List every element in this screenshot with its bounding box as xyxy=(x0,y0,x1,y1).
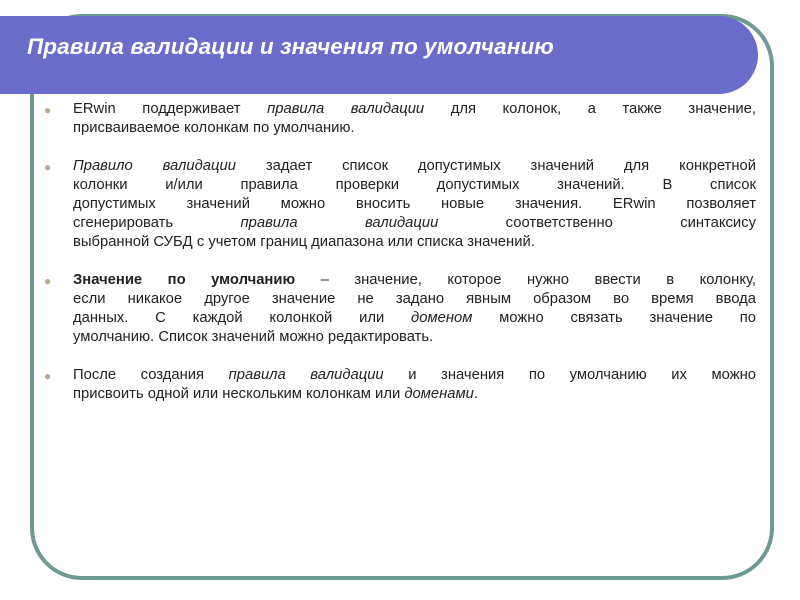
bullet-list xyxy=(44,100,756,404)
bullet-dot-icon: ● xyxy=(44,274,52,288)
text-run: если никакое другое значение не задано явным образом во время ввода xyxy=(73,291,756,307)
bullet-line xyxy=(73,157,756,176)
text-run: сгенерировать xyxy=(73,215,241,231)
bullet-line xyxy=(73,100,756,119)
bullet-line xyxy=(73,271,756,290)
bold-term: Значение по умолчанию xyxy=(73,272,296,288)
bullet-dot-icon: ● xyxy=(44,369,52,383)
text-run: для колонок, а также значение, xyxy=(424,101,756,117)
text-run: соответственно синтаксису xyxy=(438,215,756,231)
text-run: умолчанию. Список значений можно редактировать. xyxy=(73,329,434,345)
italic-term: правила валидации xyxy=(240,215,439,231)
bullet-item xyxy=(44,366,756,404)
bullet-line xyxy=(73,290,756,309)
bullet-line xyxy=(73,385,756,404)
italic-term: правила валидации xyxy=(228,367,384,383)
bullet-line xyxy=(73,328,756,347)
text-run: можно связать значение по xyxy=(472,310,756,326)
text-run: После создания xyxy=(73,367,229,383)
bullet-item xyxy=(44,157,756,252)
bullet-line xyxy=(73,233,756,252)
bullet-line xyxy=(73,119,756,138)
text-run: выбранной СУБД с учетом границ диапазона или списка значений. xyxy=(73,234,535,250)
text-run: и значения по умолчанию их можно xyxy=(383,367,756,383)
slide-title: Правила валидации и значения по умолчанию xyxy=(27,34,554,59)
text-run: задает список допустимых значений для конкретной xyxy=(235,158,756,174)
text-run: данных. С каждой колонкой или xyxy=(73,310,412,326)
text-run: – значение, которое нужно ввести в колонку, xyxy=(295,272,756,288)
italic-term: Правило валидации xyxy=(73,158,236,174)
bullet-dot-icon: ● xyxy=(44,160,52,174)
bullet-line xyxy=(73,366,756,385)
bullet-line xyxy=(73,309,756,328)
italic-term: доменами xyxy=(404,386,474,402)
text-run: присвоить одной или нескольким колонкам или xyxy=(73,386,405,402)
bullet-dot-icon: ● xyxy=(44,103,52,117)
bullet-line xyxy=(73,214,756,233)
text-run: допустимых значений можно вносить новые значения. ERwin позволяет xyxy=(73,196,756,212)
text-run: колонки и/или правила проверки допустимых значений. В список xyxy=(73,177,756,193)
text-run: ERwin поддерживает xyxy=(73,101,268,117)
bullet-item xyxy=(44,100,756,138)
italic-term: доменом xyxy=(411,310,473,326)
text-run: . xyxy=(473,386,478,402)
italic-term: правила валидации xyxy=(267,101,425,117)
text-run: присваиваемое колонкам по умолчанию. xyxy=(73,120,355,136)
bullet-item xyxy=(44,271,756,347)
bullet-line xyxy=(73,176,756,195)
bullet-line xyxy=(73,195,756,214)
